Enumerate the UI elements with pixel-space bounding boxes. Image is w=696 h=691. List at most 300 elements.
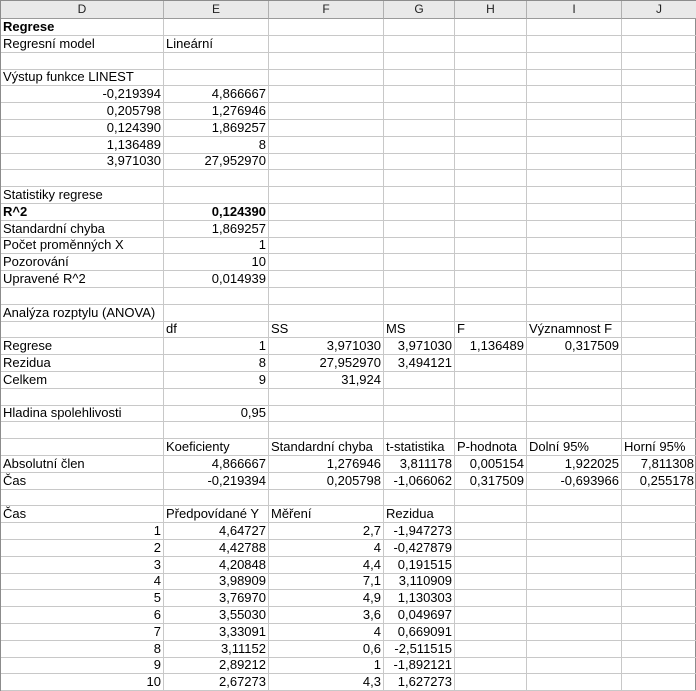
cell-d39[interactable]: 9 <box>1 657 164 674</box>
cell-j22[interactable] <box>622 372 696 389</box>
cell-h22[interactable] <box>455 372 527 389</box>
cell-h40[interactable] <box>455 674 527 691</box>
cell-e6[interactable]: 1,276946 <box>164 103 269 120</box>
cell-e26[interactable]: Koeficienty <box>164 439 269 456</box>
cell-h23[interactable] <box>455 389 527 406</box>
cell-d1[interactable]: Regrese <box>1 19 164 36</box>
cell-g31[interactable]: -1,947273 <box>384 523 455 540</box>
cell-f32[interactable]: 4 <box>269 540 384 557</box>
cell-j26[interactable]: Horní 95% <box>622 439 696 456</box>
cell-d12[interactable]: R^2 <box>1 204 164 221</box>
cell-h4[interactable] <box>455 69 527 86</box>
cell-d11[interactable]: Statistiky regrese <box>1 187 164 204</box>
cell-g39[interactable]: -1,892121 <box>384 657 455 674</box>
cell-h9[interactable] <box>455 153 527 170</box>
cell-g30[interactable]: Rezidua <box>384 506 455 523</box>
cell-g10[interactable] <box>384 170 455 187</box>
cell-e31[interactable]: 4,64727 <box>164 523 269 540</box>
cell-h29[interactable] <box>455 489 527 506</box>
cell-j4[interactable] <box>622 69 696 86</box>
cell-d13[interactable]: Standardní chyba <box>1 221 164 238</box>
cell-i31[interactable] <box>527 523 622 540</box>
cell-g13[interactable] <box>384 221 455 238</box>
cell-g4[interactable] <box>384 69 455 86</box>
cell-e37[interactable]: 3,33091 <box>164 624 269 641</box>
cell-g15[interactable] <box>384 254 455 271</box>
cell-f25[interactable] <box>269 422 384 439</box>
cell-i3[interactable] <box>527 53 622 70</box>
cell-f9[interactable] <box>269 153 384 170</box>
cell-i37[interactable] <box>527 624 622 641</box>
cell-j3[interactable] <box>622 53 696 70</box>
cell-f5[interactable] <box>269 86 384 103</box>
cell-f14[interactable] <box>269 237 384 254</box>
cell-j34[interactable] <box>622 573 696 590</box>
column-header-h[interactable]: H <box>455 1 527 19</box>
cell-i28[interactable]: -0,693966 <box>527 473 622 490</box>
cell-g3[interactable] <box>384 53 455 70</box>
cell-g22[interactable] <box>384 372 455 389</box>
cell-i40[interactable] <box>527 674 622 691</box>
cell-j20[interactable] <box>622 338 696 355</box>
column-header-e[interactable]: E <box>164 1 269 19</box>
cell-h26[interactable]: P-hodnota <box>455 439 527 456</box>
cell-f20[interactable]: 3,971030 <box>269 338 384 355</box>
cell-g20[interactable]: 3,971030 <box>384 338 455 355</box>
cell-h38[interactable] <box>455 641 527 658</box>
cell-f10[interactable] <box>269 170 384 187</box>
cell-h10[interactable] <box>455 170 527 187</box>
cell-g16[interactable] <box>384 271 455 288</box>
cell-e33[interactable]: 4,20848 <box>164 557 269 574</box>
cell-h7[interactable] <box>455 120 527 137</box>
cell-h12[interactable] <box>455 204 527 221</box>
cell-e11[interactable] <box>164 187 269 204</box>
cell-e14[interactable]: 1 <box>164 237 269 254</box>
cell-i16[interactable] <box>527 271 622 288</box>
cell-h17[interactable] <box>455 288 527 305</box>
cell-j25[interactable] <box>622 422 696 439</box>
cell-f39[interactable]: 1 <box>269 657 384 674</box>
cell-g34[interactable]: 3,110909 <box>384 573 455 590</box>
cell-f34[interactable]: 7,1 <box>269 573 384 590</box>
cell-i25[interactable] <box>527 422 622 439</box>
cell-e27[interactable]: 4,866667 <box>164 456 269 473</box>
cell-f7[interactable] <box>269 120 384 137</box>
cell-j16[interactable] <box>622 271 696 288</box>
cell-g5[interactable] <box>384 86 455 103</box>
cell-g9[interactable] <box>384 153 455 170</box>
cell-g7[interactable] <box>384 120 455 137</box>
cell-h8[interactable] <box>455 137 527 154</box>
cell-i36[interactable] <box>527 607 622 624</box>
cell-e40[interactable]: 2,67273 <box>164 674 269 691</box>
cell-d24[interactable]: Hladina spolehlivosti <box>1 405 164 422</box>
cell-i39[interactable] <box>527 657 622 674</box>
cell-f22[interactable]: 31,924 <box>269 372 384 389</box>
cell-h25[interactable] <box>455 422 527 439</box>
cell-i19[interactable]: Významnost F <box>527 321 622 338</box>
cell-h18[interactable] <box>455 305 527 322</box>
cell-d28[interactable]: Čas <box>1 473 164 490</box>
cell-e28[interactable]: -0,219394 <box>164 473 269 490</box>
cell-h32[interactable] <box>455 540 527 557</box>
cell-e15[interactable]: 10 <box>164 254 269 271</box>
cell-i38[interactable] <box>527 641 622 658</box>
cell-h14[interactable] <box>455 237 527 254</box>
cell-d31[interactable]: 1 <box>1 523 164 540</box>
cell-i17[interactable] <box>527 288 622 305</box>
cell-d20[interactable]: Regrese <box>1 338 164 355</box>
cell-i35[interactable] <box>527 590 622 607</box>
cell-h27[interactable]: 0,005154 <box>455 456 527 473</box>
cell-d17[interactable] <box>1 288 164 305</box>
cell-g38[interactable]: -2,511515 <box>384 641 455 658</box>
column-header-d[interactable]: D <box>1 1 164 19</box>
cell-h21[interactable] <box>455 355 527 372</box>
cell-d34[interactable]: 4 <box>1 573 164 590</box>
cell-j38[interactable] <box>622 641 696 658</box>
cell-f29[interactable] <box>269 489 384 506</box>
cell-i5[interactable] <box>527 86 622 103</box>
cell-d40[interactable]: 10 <box>1 674 164 691</box>
cell-j30[interactable] <box>622 506 696 523</box>
cell-d4[interactable]: Výstup funkce LINEST <box>1 69 164 86</box>
cell-f4[interactable] <box>269 69 384 86</box>
cell-i18[interactable] <box>527 305 622 322</box>
cell-d29[interactable] <box>1 489 164 506</box>
sheet-row <box>1 237 696 254</box>
cell-i32[interactable] <box>527 540 622 557</box>
cell-g32[interactable]: -0,427879 <box>384 540 455 557</box>
cell-j7[interactable] <box>622 120 696 137</box>
cell-d23[interactable] <box>1 389 164 406</box>
cell-j27[interactable]: 7,811308 <box>622 456 696 473</box>
cell-d38[interactable]: 8 <box>1 641 164 658</box>
cell-h1[interactable] <box>455 19 527 36</box>
cell-j6[interactable] <box>622 103 696 120</box>
cell-e34[interactable]: 3,98909 <box>164 573 269 590</box>
cell-i15[interactable] <box>527 254 622 271</box>
cell-g12[interactable] <box>384 204 455 221</box>
cell-e16[interactable]: 0,014939 <box>164 271 269 288</box>
cell-g25[interactable] <box>384 422 455 439</box>
cell-h19[interactable]: F <box>455 321 527 338</box>
cell-e2[interactable]: Lineární <box>164 36 269 53</box>
cell-f1[interactable] <box>269 19 384 36</box>
cell-f40[interactable]: 4,3 <box>269 674 384 691</box>
cell-i21[interactable] <box>527 355 622 372</box>
sheet-row <box>1 170 696 187</box>
cell-e3[interactable] <box>164 53 269 70</box>
cell-g24[interactable] <box>384 405 455 422</box>
cell-f13[interactable] <box>269 221 384 238</box>
cell-d21[interactable]: Rezidua <box>1 355 164 372</box>
cell-h13[interactable] <box>455 221 527 238</box>
cell-j18[interactable] <box>622 305 696 322</box>
cell-g2[interactable] <box>384 36 455 53</box>
cell-f21[interactable]: 27,952970 <box>269 355 384 372</box>
sheet-row <box>1 103 696 120</box>
cell-h15[interactable] <box>455 254 527 271</box>
cell-j17[interactable] <box>622 288 696 305</box>
column-header-f[interactable]: F <box>269 1 384 19</box>
cell-j28[interactable]: 0,255178 <box>622 473 696 490</box>
cell-h24[interactable] <box>455 405 527 422</box>
cell-i27[interactable]: 1,922025 <box>527 456 622 473</box>
cell-f6[interactable] <box>269 103 384 120</box>
cell-h28[interactable]: 0,317509 <box>455 473 527 490</box>
cell-j24[interactable] <box>622 405 696 422</box>
cell-d7[interactable]: 0,124390 <box>1 120 164 137</box>
cell-j33[interactable] <box>622 557 696 574</box>
cell-i9[interactable] <box>527 153 622 170</box>
cell-j2[interactable] <box>622 36 696 53</box>
cell-d27[interactable]: Absolutní člen <box>1 456 164 473</box>
cell-f2[interactable] <box>269 36 384 53</box>
cell-f18[interactable] <box>269 305 384 322</box>
cell-j29[interactable] <box>622 489 696 506</box>
sheet-row <box>1 372 696 389</box>
cell-i1[interactable] <box>527 19 622 36</box>
sheet-row <box>1 624 696 641</box>
cell-e13[interactable]: 1,869257 <box>164 221 269 238</box>
cell-j10[interactable] <box>622 170 696 187</box>
cell-e10[interactable] <box>164 170 269 187</box>
cell-i24[interactable] <box>527 405 622 422</box>
cell-h2[interactable] <box>455 36 527 53</box>
cell-h35[interactable] <box>455 590 527 607</box>
cell-e38[interactable]: 3,11152 <box>164 641 269 658</box>
sheet-row <box>1 271 696 288</box>
cell-h5[interactable] <box>455 86 527 103</box>
cell-j31[interactable] <box>622 523 696 540</box>
cell-e36[interactable]: 3,55030 <box>164 607 269 624</box>
cell-f17[interactable] <box>269 288 384 305</box>
cell-h6[interactable] <box>455 103 527 120</box>
cell-d33[interactable]: 3 <box>1 557 164 574</box>
cell-g33[interactable]: 0,191515 <box>384 557 455 574</box>
cell-d30[interactable]: Čas <box>1 506 164 523</box>
cell-d15[interactable]: Pozorování <box>1 254 164 271</box>
cell-d16[interactable]: Upravené R^2 <box>1 271 164 288</box>
cell-d14[interactable]: Počet proměnných X <box>1 237 164 254</box>
cell-i12[interactable] <box>527 204 622 221</box>
cell-e30[interactable]: Předpovídané Y <box>164 506 269 523</box>
cell-i23[interactable] <box>527 389 622 406</box>
cell-e17[interactable] <box>164 288 269 305</box>
cell-g37[interactable]: 0,669091 <box>384 624 455 641</box>
cell-e4[interactable] <box>164 69 269 86</box>
cell-e25[interactable] <box>164 422 269 439</box>
cell-h36[interactable] <box>455 607 527 624</box>
cell-f23[interactable] <box>269 389 384 406</box>
cell-e32[interactable]: 4,42788 <box>164 540 269 557</box>
cell-h39[interactable] <box>455 657 527 674</box>
column-header-g[interactable]: G <box>384 1 455 19</box>
cell-j19[interactable] <box>622 321 696 338</box>
cell-e23[interactable] <box>164 389 269 406</box>
cell-f33[interactable]: 4,4 <box>269 557 384 574</box>
cell-e5[interactable]: 4,866667 <box>164 86 269 103</box>
cell-i13[interactable] <box>527 221 622 238</box>
cell-e35[interactable]: 3,76970 <box>164 590 269 607</box>
cell-f15[interactable] <box>269 254 384 271</box>
cell-j9[interactable] <box>622 153 696 170</box>
cell-j23[interactable] <box>622 389 696 406</box>
cell-i8[interactable] <box>527 137 622 154</box>
cell-e7[interactable]: 1,869257 <box>164 120 269 137</box>
cell-d2[interactable]: Regresní model <box>1 36 164 53</box>
cell-d25[interactable] <box>1 422 164 439</box>
cell-j32[interactable] <box>622 540 696 557</box>
cell-f31[interactable]: 2,7 <box>269 523 384 540</box>
cell-j37[interactable] <box>622 624 696 641</box>
cell-d26[interactable] <box>1 439 164 456</box>
cell-i34[interactable] <box>527 573 622 590</box>
sheet-row <box>1 19 696 36</box>
cell-f36[interactable]: 3,6 <box>269 607 384 624</box>
sheet-row <box>1 305 696 322</box>
cell-i22[interactable] <box>527 372 622 389</box>
cell-g11[interactable] <box>384 187 455 204</box>
cell-j11[interactable] <box>622 187 696 204</box>
cell-d32[interactable]: 2 <box>1 540 164 557</box>
cell-g14[interactable] <box>384 237 455 254</box>
cell-j5[interactable] <box>622 86 696 103</box>
cell-e20[interactable]: 1 <box>164 338 269 355</box>
cell-j12[interactable] <box>622 204 696 221</box>
sheet-row <box>1 69 696 86</box>
cell-i7[interactable] <box>527 120 622 137</box>
cell-e19[interactable]: df <box>164 321 269 338</box>
cell-h34[interactable] <box>455 573 527 590</box>
cell-f16[interactable] <box>269 271 384 288</box>
column-header-j[interactable]: J <box>622 1 696 19</box>
cell-i20[interactable]: 0,317509 <box>527 338 622 355</box>
cell-j8[interactable] <box>622 137 696 154</box>
cell-e9[interactable]: 27,952970 <box>164 153 269 170</box>
cell-h3[interactable] <box>455 53 527 70</box>
cell-i6[interactable] <box>527 103 622 120</box>
cell-f11[interactable] <box>269 187 384 204</box>
cell-h20[interactable]: 1,136489 <box>455 338 527 355</box>
cell-h16[interactable] <box>455 271 527 288</box>
cell-j35[interactable] <box>622 590 696 607</box>
cell-f12[interactable] <box>269 204 384 221</box>
cell-f30[interactable]: Měření <box>269 506 384 523</box>
cell-e12[interactable]: 0,124390 <box>164 204 269 221</box>
cell-g29[interactable] <box>384 489 455 506</box>
cell-i26[interactable]: Dolní 95% <box>527 439 622 456</box>
cell-e18[interactable] <box>164 305 269 322</box>
cell-d9[interactable]: 3,971030 <box>1 153 164 170</box>
cell-j39[interactable] <box>622 657 696 674</box>
cell-i10[interactable] <box>527 170 622 187</box>
cell-g6[interactable] <box>384 103 455 120</box>
cell-e29[interactable] <box>164 489 269 506</box>
cell-f35[interactable]: 4,9 <box>269 590 384 607</box>
cell-j14[interactable] <box>622 237 696 254</box>
cell-f26[interactable]: Standardní chyba <box>269 439 384 456</box>
cell-j15[interactable] <box>622 254 696 271</box>
cell-g23[interactable] <box>384 389 455 406</box>
cell-i33[interactable] <box>527 557 622 574</box>
cell-d37[interactable]: 7 <box>1 624 164 641</box>
cell-h37[interactable] <box>455 624 527 641</box>
cell-g27[interactable]: 3,811178 <box>384 456 455 473</box>
cell-g28[interactable]: -1,066062 <box>384 473 455 490</box>
cell-e8[interactable]: 8 <box>164 137 269 154</box>
cell-g36[interactable]: 0,049697 <box>384 607 455 624</box>
cell-i11[interactable] <box>527 187 622 204</box>
cell-e39[interactable]: 2,89212 <box>164 657 269 674</box>
cell-i4[interactable] <box>527 69 622 86</box>
sheet-row <box>1 489 696 506</box>
cell-e21[interactable]: 8 <box>164 355 269 372</box>
cell-g1[interactable] <box>384 19 455 36</box>
sheet-row <box>1 523 696 540</box>
sheet-row <box>1 657 696 674</box>
cell-g19[interactable]: MS <box>384 321 455 338</box>
cell-d8[interactable]: 1,136489 <box>1 137 164 154</box>
cell-d6[interactable]: 0,205798 <box>1 103 164 120</box>
cell-f24[interactable] <box>269 405 384 422</box>
cell-e24[interactable]: 0,95 <box>164 405 269 422</box>
cell-d22[interactable]: Celkem <box>1 372 164 389</box>
cell-d5[interactable]: -0,219394 <box>1 86 164 103</box>
cell-h33[interactable] <box>455 557 527 574</box>
cell-i14[interactable] <box>527 237 622 254</box>
cell-f38[interactable]: 0,6 <box>269 641 384 658</box>
cell-j21[interactable] <box>622 355 696 372</box>
cell-g26[interactable]: t-statistika <box>384 439 455 456</box>
cell-d18[interactable]: Analýza rozptylu (ANOVA) <box>1 305 164 322</box>
cell-g18[interactable] <box>384 305 455 322</box>
cell-g21[interactable]: 3,494121 <box>384 355 455 372</box>
cell-d35[interactable]: 5 <box>1 590 164 607</box>
cell-e22[interactable]: 9 <box>164 372 269 389</box>
cell-h31[interactable] <box>455 523 527 540</box>
cell-g35[interactable]: 1,130303 <box>384 590 455 607</box>
cell-d36[interactable]: 6 <box>1 607 164 624</box>
cell-f19[interactable]: SS <box>269 321 384 338</box>
cell-i29[interactable] <box>527 489 622 506</box>
cell-h30[interactable] <box>455 506 527 523</box>
cell-g17[interactable] <box>384 288 455 305</box>
cell-f8[interactable] <box>269 137 384 154</box>
cell-f37[interactable]: 4 <box>269 624 384 641</box>
cell-f28[interactable]: 0,205798 <box>269 473 384 490</box>
cell-f3[interactable] <box>269 53 384 70</box>
sheet-row <box>1 389 696 406</box>
cell-j13[interactable] <box>622 221 696 238</box>
cell-e1[interactable] <box>164 19 269 36</box>
column-header-i[interactable]: I <box>527 1 622 19</box>
cell-i2[interactable] <box>527 36 622 53</box>
cell-d19[interactable] <box>1 321 164 338</box>
cell-f27[interactable]: 1,276946 <box>269 456 384 473</box>
cell-h11[interactable] <box>455 187 527 204</box>
cell-j40[interactable] <box>622 674 696 691</box>
cell-i30[interactable] <box>527 506 622 523</box>
cell-g8[interactable] <box>384 137 455 154</box>
cell-d3[interactable] <box>1 53 164 70</box>
cell-j36[interactable] <box>622 607 696 624</box>
cell-d10[interactable] <box>1 170 164 187</box>
cell-g40[interactable]: 1,627273 <box>384 674 455 691</box>
cell-j1[interactable] <box>622 19 696 36</box>
